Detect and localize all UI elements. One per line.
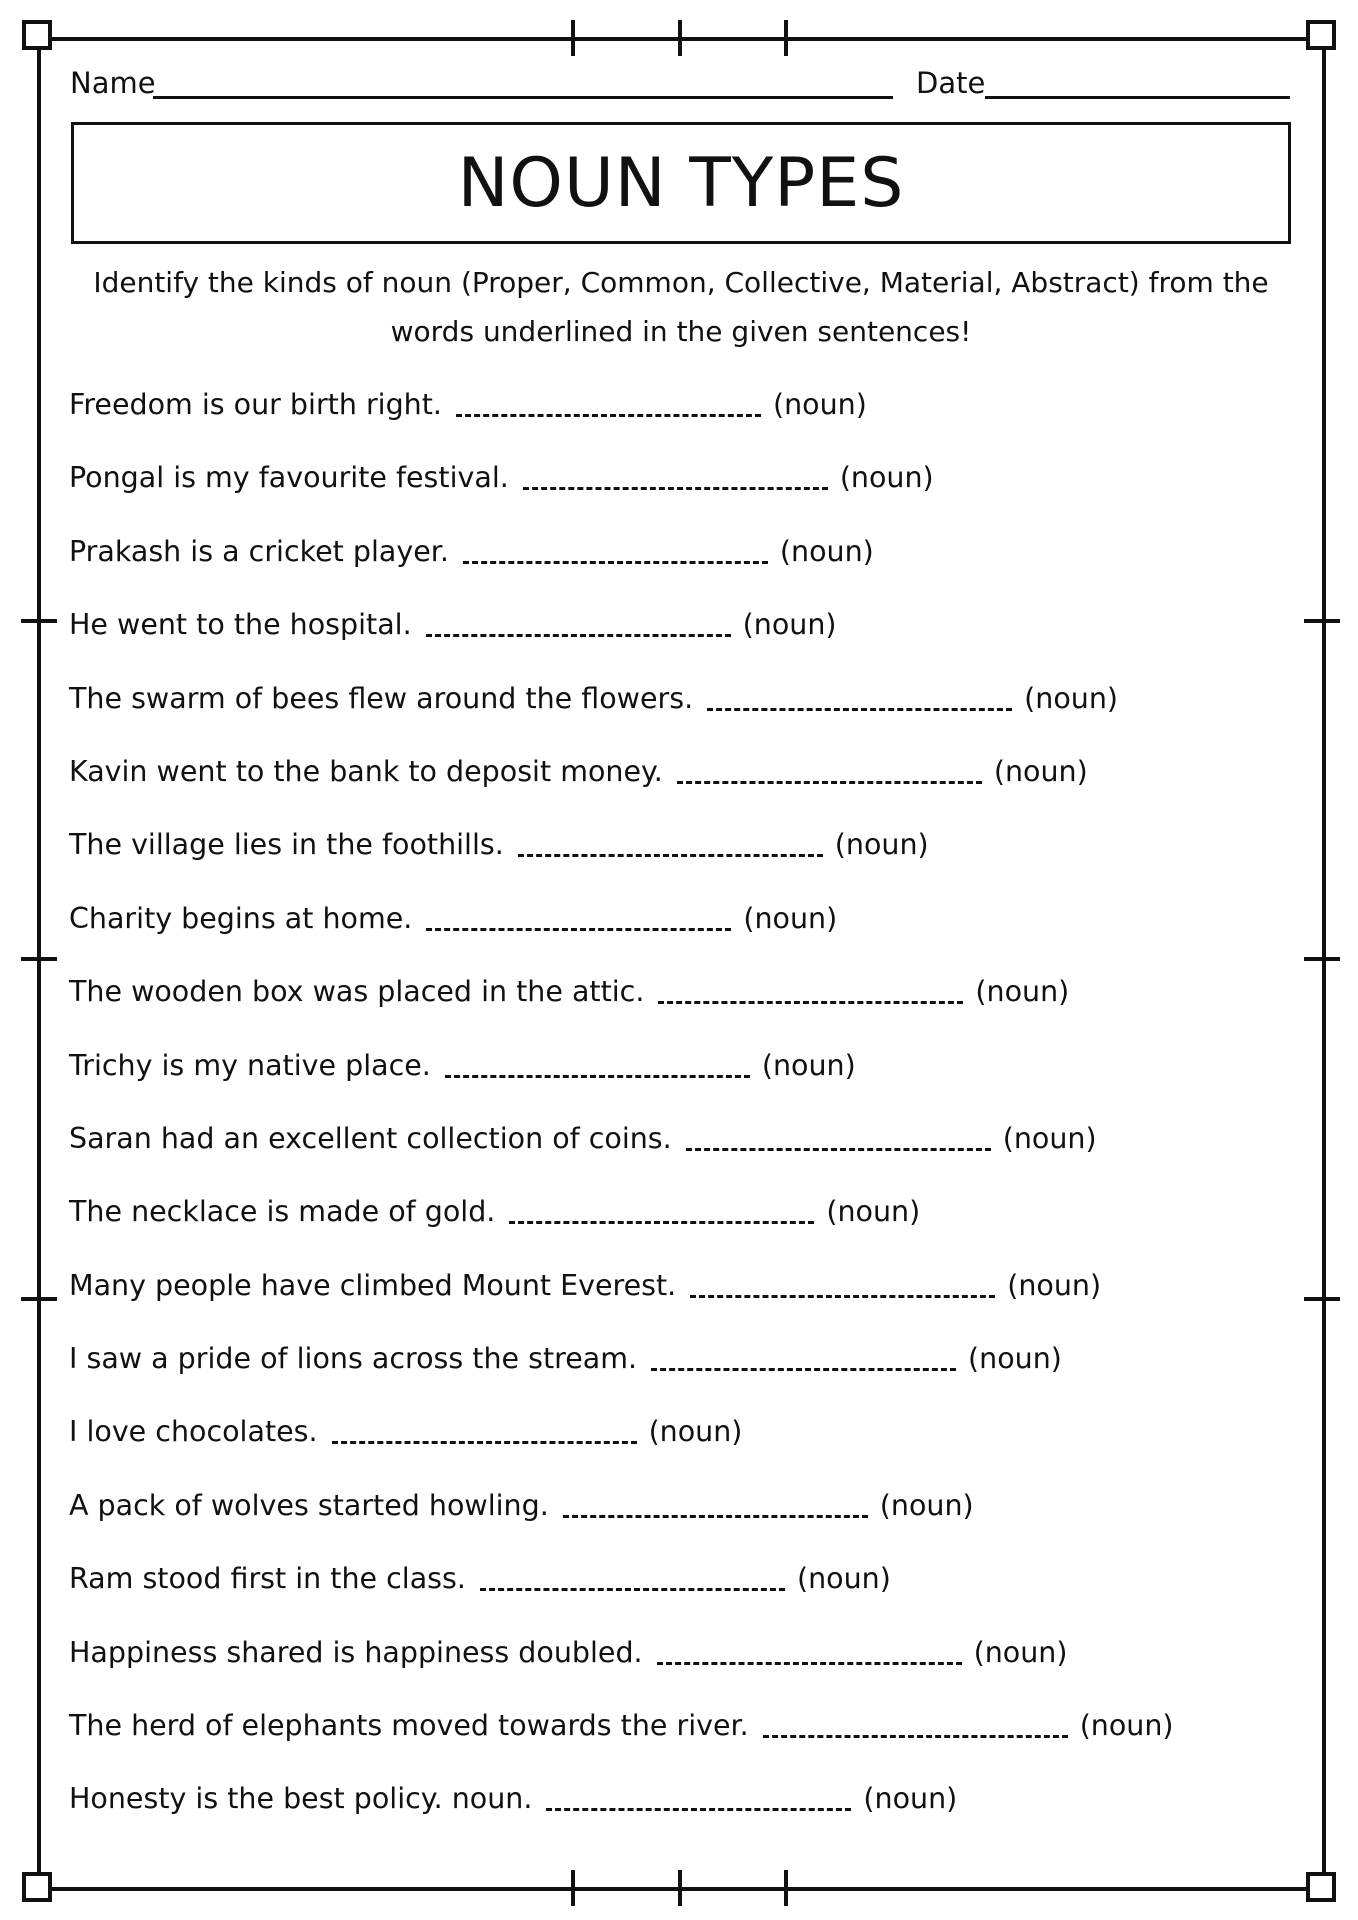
question-item	[69, 755, 1299, 828]
answer-suffix: (noun)	[1079, 1709, 1174, 1743]
answer-blank[interactable]	[445, 1049, 750, 1078]
question-item	[69, 902, 1299, 975]
answer-suffix: (noun)	[973, 1635, 1068, 1669]
answer-blank[interactable]	[690, 1269, 995, 1298]
answer-blank[interactable]	[677, 755, 982, 784]
name-field[interactable]	[153, 96, 893, 99]
question-text: Saran had an excellent collection of coins.	[69, 1121, 672, 1155]
question-item	[69, 535, 1299, 608]
answer-suffix: (noun)	[993, 754, 1088, 788]
answer-suffix: (noun)	[834, 828, 929, 862]
answer-suffix: (noun)	[1024, 681, 1119, 715]
question-item	[69, 1709, 1299, 1782]
answer-suffix: (noun)	[975, 975, 1070, 1009]
corner-bottom-right	[1306, 1872, 1336, 1902]
answer-blank[interactable]	[763, 1709, 1068, 1738]
tick-mark	[678, 20, 682, 56]
question-text: Prakash is a cricket player.	[69, 534, 449, 568]
answer-suffix: (noun)	[1002, 1121, 1097, 1155]
question-text: I saw a pride of lions across the stream.	[69, 1342, 638, 1376]
question-item	[69, 828, 1299, 901]
question-text: Ram stood first in the class.	[69, 1562, 466, 1596]
header-row	[70, 66, 1290, 106]
answer-blank[interactable]	[546, 1782, 851, 1811]
answer-blank[interactable]	[563, 1489, 868, 1518]
question-item	[69, 975, 1299, 1048]
answer-suffix: (noun)	[879, 1488, 974, 1522]
answer-blank[interactable]	[707, 682, 1012, 711]
question-text: Pongal is my favourite festival.	[69, 461, 509, 495]
question-item	[69, 1269, 1299, 1342]
question-item	[69, 1562, 1299, 1635]
question-text: Freedom is our birth right.	[69, 388, 442, 421]
tick-mark	[21, 1297, 57, 1301]
question-item	[69, 1782, 1299, 1855]
question-item	[69, 682, 1299, 755]
question-text: Charity begins at home.	[69, 901, 413, 935]
question-text: The village lies in the foothills.	[69, 828, 504, 862]
answer-suffix: (noun)	[779, 534, 874, 568]
answer-suffix: (noun)	[772, 388, 867, 421]
question-item	[69, 1415, 1299, 1488]
question-text: I love chocolates.	[69, 1415, 318, 1449]
answer-suffix: (noun)	[761, 1048, 856, 1082]
corner-top-right	[1306, 20, 1336, 50]
answer-suffix: (noun)	[863, 1782, 958, 1816]
question-text: The wooden box was placed in the attic.	[69, 975, 645, 1009]
question-text: Trichy is my native place.	[69, 1048, 431, 1082]
answer-blank[interactable]	[651, 1342, 956, 1371]
question-text: Kavin went to the bank to deposit money.	[69, 754, 663, 788]
answer-suffix: (noun)	[839, 461, 934, 495]
tick-mark	[21, 957, 57, 961]
question-text: A pack of wolves started howling.	[69, 1488, 549, 1522]
corner-bottom-left	[22, 1872, 52, 1902]
tick-mark	[1304, 619, 1340, 623]
question-list	[69, 388, 1299, 1856]
name-label: Name	[70, 66, 156, 100]
answer-blank[interactable]	[658, 975, 963, 1004]
question-text: He went to the hospital.	[69, 608, 412, 642]
instructions: Identify the kinds of noun (Proper, Common, Collective, Material, Abstract) from the words underlined in the given sentences!	[93, 266, 1269, 348]
answer-blank[interactable]	[463, 535, 768, 564]
tick-mark	[571, 1870, 575, 1906]
question-item	[69, 1122, 1299, 1195]
answer-blank[interactable]	[523, 461, 828, 490]
question-item	[69, 1049, 1299, 1122]
question-item	[69, 1636, 1299, 1709]
question-item	[69, 388, 1299, 461]
question-text: The herd of elephants moved towards the river.	[69, 1709, 749, 1743]
answer-suffix: (noun)	[648, 1415, 743, 1449]
question-text: Many people have climbed Mount Everest.	[69, 1268, 677, 1302]
date-label: Date	[916, 66, 986, 100]
answer-blank[interactable]	[518, 828, 823, 857]
answer-suffix: (noun)	[742, 608, 837, 642]
tick-mark	[21, 619, 57, 623]
page-title: NOUN TYPES	[457, 143, 905, 223]
answer-suffix: (noun)	[1007, 1268, 1102, 1302]
answer-blank[interactable]	[686, 1122, 991, 1151]
date-field[interactable]	[985, 96, 1290, 99]
question-text: Honesty is the best policy. noun.	[69, 1782, 533, 1816]
answer-blank[interactable]	[509, 1195, 814, 1224]
answer-blank[interactable]	[456, 388, 761, 417]
question-text: Happiness shared is happiness doubled.	[69, 1635, 643, 1669]
question-item	[69, 1195, 1299, 1268]
corner-top-left	[22, 20, 52, 50]
question-item	[69, 608, 1299, 681]
question-item	[69, 461, 1299, 534]
tick-mark	[678, 1870, 682, 1906]
question-text: The swarm of bees flew around the flowers.	[69, 681, 694, 715]
question-text: The necklace is made of gold.	[69, 1195, 496, 1229]
answer-blank[interactable]	[426, 608, 731, 637]
answer-suffix: (noun)	[743, 901, 838, 935]
tick-mark	[1304, 1297, 1340, 1301]
answer-suffix: (noun)	[968, 1342, 1062, 1376]
answer-blank[interactable]	[426, 902, 731, 931]
question-item	[69, 1342, 1299, 1415]
tick-mark	[784, 1870, 788, 1906]
tick-mark	[784, 20, 788, 56]
question-item	[69, 1489, 1299, 1562]
answer-blank[interactable]	[480, 1562, 785, 1591]
answer-suffix: (noun)	[826, 1195, 921, 1229]
answer-suffix: (noun)	[796, 1562, 891, 1596]
title-box	[71, 122, 1291, 244]
answer-blank[interactable]	[657, 1636, 962, 1665]
tick-mark	[571, 20, 575, 56]
tick-mark	[1304, 957, 1340, 961]
answer-blank[interactable]	[332, 1415, 637, 1444]
